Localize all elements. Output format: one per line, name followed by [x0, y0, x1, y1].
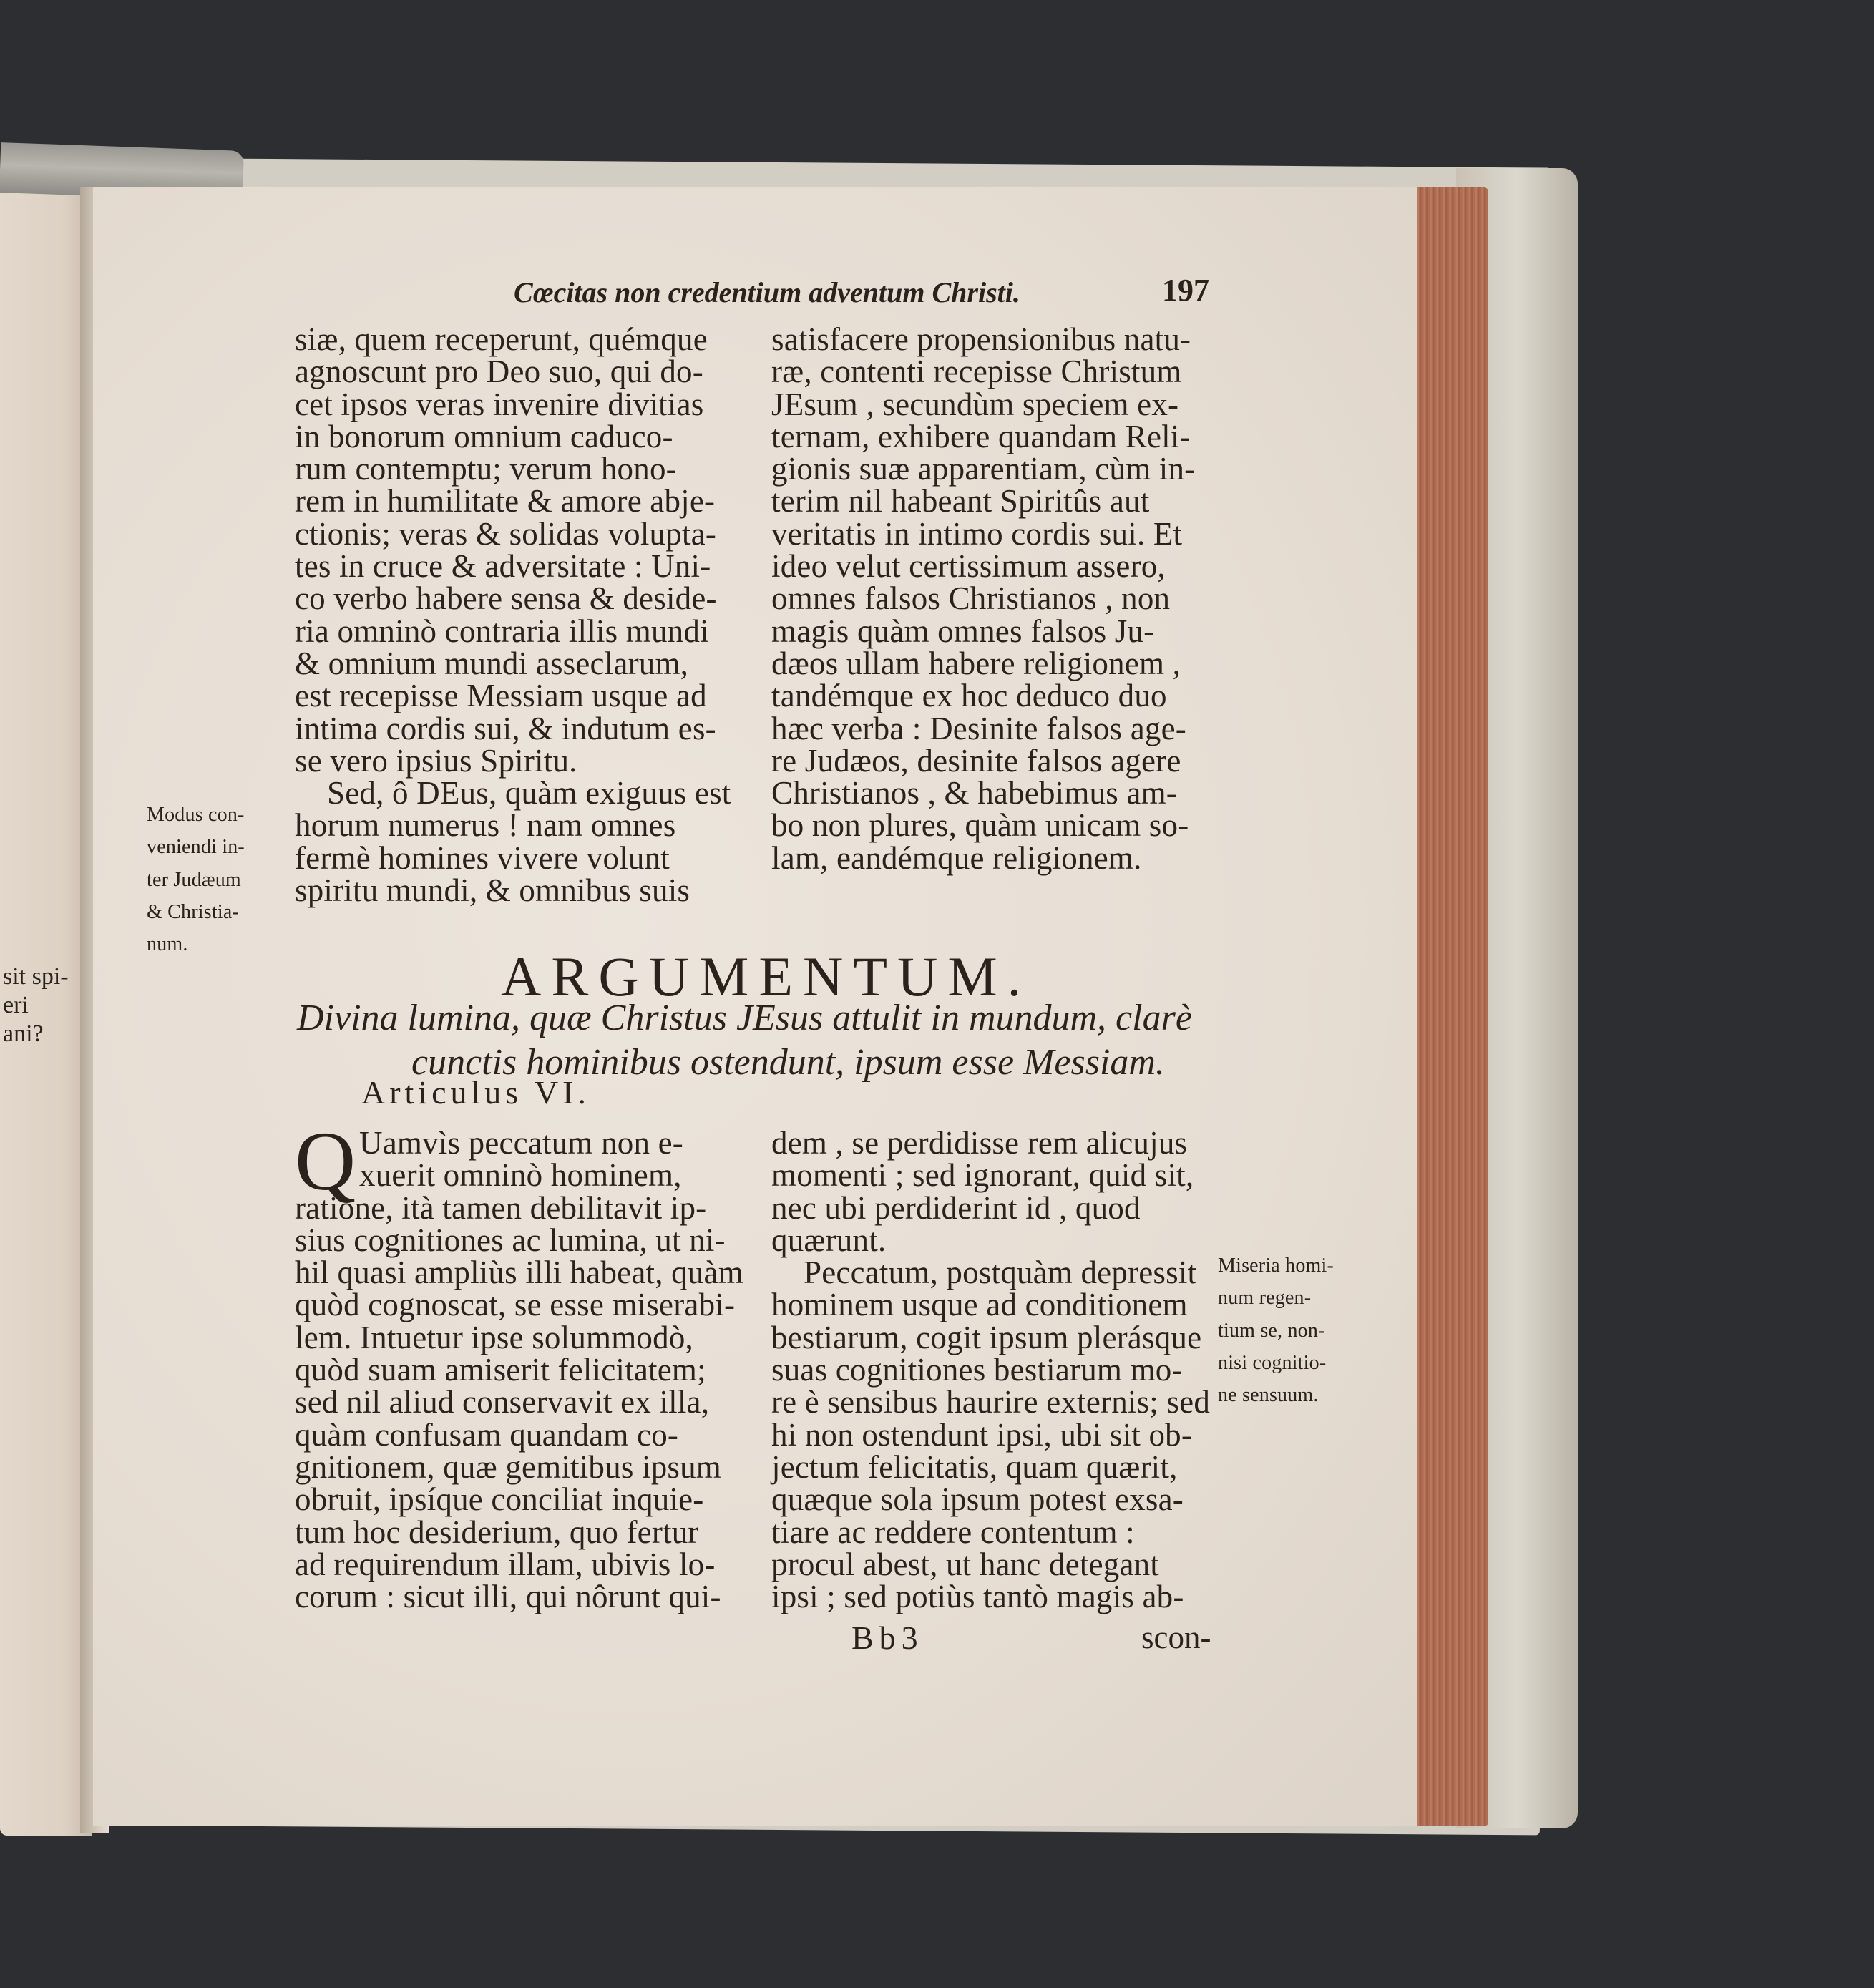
summary-line-2: cunctis hominibus ostendunt, ipsum esse Messiam. — [411, 1042, 1165, 1083]
text-line: omnes falsos Christianos , non — [771, 580, 1171, 617]
text-line: momenti ; sed ignorant, quid sit, — [771, 1157, 1194, 1194]
text-line: satisfacere propensionibus natu- — [771, 321, 1191, 357]
text-line: terim nil habeant Spiritûs aut — [771, 483, 1150, 520]
text-line: nec ubi perdiderint id , quod — [771, 1189, 1141, 1226]
text-line: tum hoc desiderium, quo fertur — [295, 1514, 699, 1550]
top-left-column — [295, 323, 731, 907]
text-line: tes in cruce & adversitate : Uni- — [295, 548, 711, 585]
text-line: lam, eandémque religionem. — [771, 839, 1142, 876]
text-line: suas cognitiones bestiarum mo- — [771, 1352, 1183, 1388]
text-line: sed nil aliud conservavit ex illa, — [295, 1384, 710, 1421]
text-line: ternam, exhibere quandam Reli- — [771, 418, 1191, 454]
text-line: cet ipsos veras invenire divitias — [295, 386, 704, 422]
text-line: spiritu mundi, & omnibus suis — [295, 872, 690, 909]
text-line: veritatis in intimo cordis sui. Et — [771, 515, 1183, 552]
text-line: agnoscunt pro Deo suo, qui do- — [295, 354, 703, 390]
text-line: obruit, ipsíque conciliat inquie- — [295, 1481, 704, 1518]
text-line: Sed, ô DEus, quàm exiguus est — [327, 775, 731, 812]
running-head: Cœcitas non credentium adventum Christi. — [514, 276, 1020, 308]
text-line: co verbo habere sensa & deside- — [295, 580, 717, 617]
text-line: Christianos , & habebimus am- — [771, 775, 1177, 812]
text-line: tiare ac reddere contentum : — [771, 1514, 1135, 1550]
drop-cap: Q — [295, 1114, 356, 1208]
text-line: siæ, quem receperunt, quémque — [295, 321, 708, 357]
text-line: lem. Intuetur ipse solummodò, — [295, 1319, 693, 1355]
section-heading: ARGUMENTUM. — [501, 945, 1032, 1008]
summary-line-1: Divina lumina, quæ Christus JEsus attulit in mundum, clarè — [297, 998, 1192, 1038]
text-line: se vero ipsius Spiritu. — [295, 742, 577, 779]
text-line: magis quàm omnes falsos Ju- — [771, 613, 1155, 649]
text-line: quòd suam amiserit felicitatem; — [295, 1352, 706, 1388]
text-line: rem in humilitate & amore abje- — [295, 483, 716, 520]
text-line: hominem usque ad conditionem — [771, 1287, 1188, 1323]
text-line: re Judæos, desinite falsos agere — [771, 742, 1181, 779]
text-line: bestiarum, cogit ipsum plerásque — [771, 1319, 1202, 1355]
text-line: ctionis; veras & solidas volupta- — [295, 515, 717, 552]
text-line: tandémque ex hoc deduco duo — [771, 678, 1167, 714]
text-line: hil quasi ampliùs illi habeat, quàm — [295, 1254, 743, 1291]
text-line: & omnium mundi asseclarum, — [295, 645, 689, 681]
text-line: gionis suæ apparentiam, cùm in- — [771, 451, 1196, 487]
text-line: fermè homines vivere volunt — [295, 839, 670, 876]
article-label: Articulus VI. — [361, 1074, 590, 1111]
text-line: JEsum , secundùm speciem ex- — [771, 386, 1179, 422]
text-line: Peccatum, postquàm depressit — [804, 1254, 1197, 1291]
bottom-left-column — [295, 1127, 743, 1613]
text-line: ria omninò contraria illis mundi — [295, 613, 709, 649]
text-line: sius cognitiones ac lumina, ut ni- — [295, 1222, 726, 1258]
text-line: corum : sicut illi, qui nôrunt qui- — [295, 1579, 721, 1615]
text-line: ipsi ; sed potiùs tantò magis ab- — [771, 1579, 1184, 1615]
text-line: quòd cognoscat, se esse miserabi- — [295, 1287, 736, 1323]
text-line: procul abest, ut hanc detegant — [771, 1546, 1160, 1582]
text-line: re è sensibus haurire externis; sed — [771, 1384, 1211, 1421]
text-line: in bonorum omnium caduco- — [295, 418, 673, 454]
text-line: est recepisse Messiam usque ad — [295, 678, 707, 714]
left-page-fragment: sit spi- eri ani? — [3, 963, 69, 1047]
text-line: quæque sola ipsum potest exsa- — [771, 1481, 1184, 1518]
catchword: scon- — [1141, 1619, 1211, 1655]
text-line: quàm confusam quandam co- — [295, 1416, 679, 1453]
text-line: hi non ostendunt ipsi, ubi sit ob- — [771, 1416, 1193, 1453]
page-fore-edge — [1410, 187, 1488, 1826]
bottom-right-column — [771, 1127, 1210, 1613]
margin-note-top: Modus con- veniendi in- ter Judæum & Christia- num. — [147, 804, 245, 956]
text-line: ratione, ità tamen debilitavit ip- — [295, 1189, 707, 1226]
text-line: bo non plures, quàm unicam so- — [771, 807, 1189, 844]
text-line: horum numerus ! nam omnes — [295, 807, 676, 844]
text-line: quærunt. — [771, 1222, 887, 1258]
text-line: Uamvìs peccatum non e- — [359, 1125, 683, 1161]
text-line: rum contemptu; verum hono- — [295, 451, 677, 487]
page-number: 197 — [1162, 273, 1209, 308]
text-line: dem , se perdidisse rem alicujus — [771, 1125, 1188, 1161]
signature-mark: Bb3 — [851, 1619, 924, 1656]
text-line: ideo velut certissimum assero, — [771, 548, 1166, 585]
text-line: gnitionem, quæ gemitibus ipsum — [295, 1448, 722, 1485]
text-line: xuerit omninò hominem, — [359, 1157, 682, 1194]
text-line: ad requirendum illam, ubivis lo- — [295, 1546, 716, 1582]
top-right-column — [771, 323, 1195, 874]
text-line: intima cordis sui, & indutum es- — [295, 710, 716, 746]
text-line: ræ, contenti recepisse Christum — [771, 354, 1182, 390]
margin-note-bottom: Miseria homi- num regen- tium se, non- nisi cognitio- ne sensuum. — [1218, 1254, 1334, 1407]
text-line: jectum felicitatis, quam quærit, — [771, 1448, 1178, 1485]
text-line: hæc verba : Desinite falsos age- — [771, 710, 1186, 746]
text-line: dæos ullam habere religionem , — [771, 645, 1181, 681]
